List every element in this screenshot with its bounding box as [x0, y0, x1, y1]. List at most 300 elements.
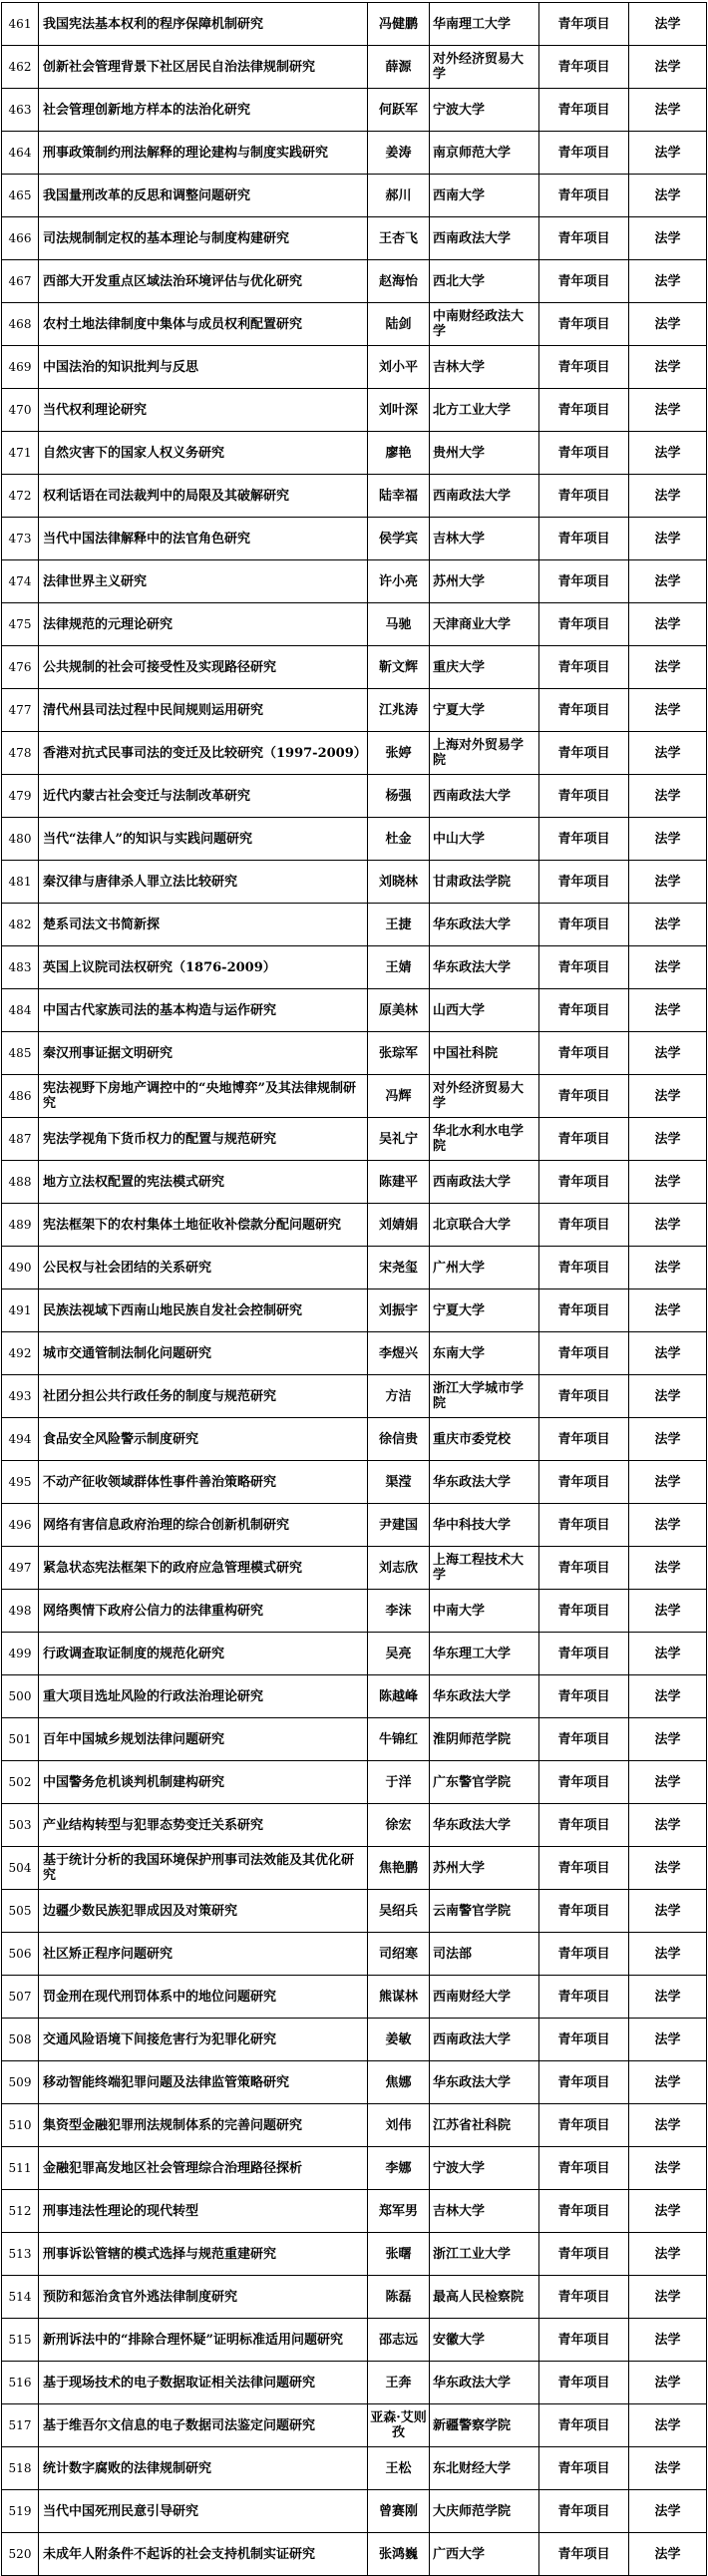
- project-title: 社区矫正程序问题研究: [39, 1933, 368, 1976]
- project-type: 青年项目: [539, 432, 629, 475]
- project-title: 罚金刑在现代刑罚体系中的地位问题研究: [39, 1976, 368, 2019]
- row-number: 516: [2, 2362, 39, 2404]
- row-number: 470: [2, 389, 39, 432]
- subject-area: 法学: [629, 260, 707, 303]
- project-leader: 李煜兴: [368, 1332, 430, 1375]
- subject-area: 法学: [629, 2190, 707, 2233]
- project-leader: 刘叶深: [368, 389, 430, 432]
- subject-area: 法学: [629, 989, 707, 1032]
- subject-area: 法学: [629, 1804, 707, 1847]
- row-number: 519: [2, 2490, 39, 2533]
- project-leader: 何跃军: [368, 89, 430, 132]
- table-row: [2, 904, 707, 946]
- project-leader: 李娜: [368, 2147, 430, 2190]
- subject-area: 法学: [629, 1504, 707, 1547]
- project-table: [1, 2, 707, 2576]
- table-row: [2, 732, 707, 775]
- row-number: 487: [2, 1118, 39, 1161]
- project-title: 社会管理创新地方样本的法治化研究: [39, 89, 368, 132]
- project-title: 边疆少数民族犯罪成因及对策研究: [39, 1890, 368, 1933]
- table-row: [2, 818, 707, 861]
- organization: 华北水利水电学院: [430, 1118, 539, 1161]
- project-leader: 徐信贵: [368, 1418, 430, 1461]
- project-leader: 王杏飞: [368, 217, 430, 260]
- row-number: 520: [2, 2533, 39, 2576]
- row-number: 485: [2, 1032, 39, 1075]
- organization: 西南政法大学: [430, 475, 539, 518]
- row-number: 469: [2, 346, 39, 389]
- row-number: 513: [2, 2233, 39, 2276]
- subject-area: 法学: [629, 1375, 707, 1418]
- table-row: [2, 1804, 707, 1847]
- project-type: 青年项目: [539, 818, 629, 861]
- project-leader: 刘婧娟: [368, 1204, 430, 1247]
- row-number: 473: [2, 518, 39, 560]
- subject-area: 法学: [629, 2019, 707, 2061]
- project-leader: 刘志欣: [368, 1547, 430, 1590]
- organization: 吉林大学: [430, 2190, 539, 2233]
- project-type: 青年项目: [539, 775, 629, 818]
- organization: 华中科技大学: [430, 1504, 539, 1547]
- project-leader: 郑军男: [368, 2190, 430, 2233]
- organization: 对外经济贸易大学: [430, 46, 539, 89]
- project-type: 青年项目: [539, 1418, 629, 1461]
- subject-area: 法学: [629, 303, 707, 346]
- organization: 云南警官学院: [430, 1890, 539, 1933]
- subject-area: 法学: [629, 346, 707, 389]
- table-row: [2, 1976, 707, 2019]
- project-leader: 亚森·艾则孜: [368, 2404, 430, 2447]
- organization: 西北大学: [430, 260, 539, 303]
- table-row: [2, 2233, 707, 2276]
- project-leader: 刘晓林: [368, 861, 430, 904]
- project-type: 青年项目: [539, 2404, 629, 2447]
- row-number: 497: [2, 1547, 39, 1590]
- subject-area: 法学: [629, 2061, 707, 2104]
- project-title: 未成年人附条件不起诉的社会支持机制实证研究: [39, 2533, 368, 2576]
- row-number: 484: [2, 989, 39, 1032]
- organization: 北方工业大学: [430, 389, 539, 432]
- row-number: 495: [2, 1461, 39, 1504]
- project-type: 青年项目: [539, 1890, 629, 1933]
- subject-area: 法学: [629, 1032, 707, 1075]
- project-leader: 杨强: [368, 775, 430, 818]
- subject-area: 法学: [629, 946, 707, 989]
- organization: 新疆警察学院: [430, 2404, 539, 2447]
- project-type: 青年项目: [539, 861, 629, 904]
- subject-area: 法学: [629, 1976, 707, 2019]
- project-title: 社团分担公共行政任务的制度与规范研究: [39, 1375, 368, 1418]
- project-type: 青年项目: [539, 389, 629, 432]
- table-row: [2, 2404, 707, 2447]
- table-row: [2, 2147, 707, 2190]
- table-row: [2, 1161, 707, 1204]
- row-number: 493: [2, 1375, 39, 1418]
- row-number: 506: [2, 1933, 39, 1976]
- project-leader: 姜涛: [368, 132, 430, 175]
- subject-area: 法学: [629, 1675, 707, 1718]
- row-number: 515: [2, 2319, 39, 2362]
- project-type: 青年项目: [539, 2447, 629, 2490]
- project-type: 青年项目: [539, 1161, 629, 1204]
- project-type: 青年项目: [539, 2233, 629, 2276]
- organization: 南京师范大学: [430, 132, 539, 175]
- project-leader: 杜金: [368, 818, 430, 861]
- project-type: 青年项目: [539, 732, 629, 775]
- organization: 华东理工大学: [430, 1633, 539, 1675]
- subject-area: 法学: [629, 2233, 707, 2276]
- project-title: 当代“法律人”的知识与实践问题研究: [39, 818, 368, 861]
- organization: 浙江工业大学: [430, 2233, 539, 2276]
- table-row: [2, 2276, 707, 2319]
- subject-area: 法学: [629, 861, 707, 904]
- row-number: 465: [2, 175, 39, 217]
- row-number: 502: [2, 1761, 39, 1804]
- project-type: 青年项目: [539, 346, 629, 389]
- organization: 中南大学: [430, 1590, 539, 1633]
- project-leader: 熊谋林: [368, 1976, 430, 2019]
- table-row: [2, 1332, 707, 1375]
- project-leader: 廖艳: [368, 432, 430, 475]
- project-leader: 江兆涛: [368, 689, 430, 732]
- subject-area: 法学: [629, 1547, 707, 1590]
- row-number: 507: [2, 1976, 39, 2019]
- subject-area: 法学: [629, 175, 707, 217]
- table-row: [2, 2490, 707, 2533]
- organization: 上海工程技术大学: [430, 1547, 539, 1590]
- table-row: [2, 1204, 707, 1247]
- row-number: 475: [2, 603, 39, 646]
- table-row: [2, 3, 707, 46]
- project-leader: 王婧: [368, 946, 430, 989]
- project-type: 青年项目: [539, 2276, 629, 2319]
- table-row: [2, 132, 707, 175]
- subject-area: 法学: [629, 646, 707, 689]
- table-row: [2, 475, 707, 518]
- project-title: 我国宪法基本权利的程序保障机制研究: [39, 3, 368, 46]
- row-number: 501: [2, 1718, 39, 1761]
- project-leader: 吴亮: [368, 1633, 430, 1675]
- organization: 中南财经政法大学: [430, 303, 539, 346]
- project-leader: 陆剑: [368, 303, 430, 346]
- project-type: 青年项目: [539, 2147, 629, 2190]
- project-type: 青年项目: [539, 2190, 629, 2233]
- subject-area: 法学: [629, 1633, 707, 1675]
- table-row: [2, 260, 707, 303]
- subject-area: 法学: [629, 2490, 707, 2533]
- subject-area: 法学: [629, 217, 707, 260]
- row-number: 486: [2, 1075, 39, 1118]
- row-number: 508: [2, 2019, 39, 2061]
- project-title: 行政调查取证制度的规范化研究: [39, 1633, 368, 1675]
- organization: 最高人民检察院: [430, 2276, 539, 2319]
- organization: 重庆大学: [430, 646, 539, 689]
- project-type: 青年项目: [539, 689, 629, 732]
- project-title: 百年中国城乡规划法律问题研究: [39, 1718, 368, 1761]
- organization: 宁波大学: [430, 89, 539, 132]
- project-leader: 刘振宇: [368, 1289, 430, 1332]
- project-leader: 邵志远: [368, 2319, 430, 2362]
- row-number: 512: [2, 2190, 39, 2233]
- project-leader: 宋尧玺: [368, 1247, 430, 1289]
- project-type: 青年项目: [539, 2362, 629, 2404]
- project-title: 金融犯罪高发地区社会管理综合治理路径探析: [39, 2147, 368, 2190]
- row-number: 489: [2, 1204, 39, 1247]
- project-leader: 曾赛刚: [368, 2490, 430, 2533]
- project-leader: 靳文辉: [368, 646, 430, 689]
- subject-area: 法学: [629, 1933, 707, 1976]
- organization: 宁夏大学: [430, 1289, 539, 1332]
- project-title: 地方立法权配置的宪法模式研究: [39, 1161, 368, 1204]
- table-row: [2, 2190, 707, 2233]
- project-type: 青年项目: [539, 1547, 629, 1590]
- row-number: 496: [2, 1504, 39, 1547]
- project-title: 中国警务危机谈判机制建构研究: [39, 1761, 368, 1804]
- project-title: 近代内蒙古社会变迁与法制改革研究: [39, 775, 368, 818]
- project-type: 青年项目: [539, 260, 629, 303]
- project-title: 权利话语在司法裁判中的局限及其破解研究: [39, 475, 368, 518]
- project-leader: 焦艳鹏: [368, 1847, 430, 1890]
- table-row: [2, 1075, 707, 1118]
- project-leader: 许小亮: [368, 560, 430, 603]
- row-number: 474: [2, 560, 39, 603]
- table-row: [2, 2061, 707, 2104]
- organization: 大庆师范学院: [430, 2490, 539, 2533]
- row-number: 466: [2, 217, 39, 260]
- subject-area: 法学: [629, 1204, 707, 1247]
- organization: 广东警官学院: [430, 1761, 539, 1804]
- project-leader: 王捷: [368, 904, 430, 946]
- organization: 江苏省社科院: [430, 2104, 539, 2147]
- project-title: 网络有害信息政府治理的综合创新机制研究: [39, 1504, 368, 1547]
- table-row: [2, 2362, 707, 2404]
- project-leader: 张曙: [368, 2233, 430, 2276]
- project-type: 青年项目: [539, 1332, 629, 1375]
- subject-area: 法学: [629, 1890, 707, 1933]
- subject-area: 法学: [629, 2104, 707, 2147]
- project-type: 青年项目: [539, 475, 629, 518]
- organization: 华东政法大学: [430, 2061, 539, 2104]
- table-row: [2, 1933, 707, 1976]
- project-type: 青年项目: [539, 1718, 629, 1761]
- project-title: 西部大开发重点区域法治环境评估与优化研究: [39, 260, 368, 303]
- row-number: 478: [2, 732, 39, 775]
- project-leader: 陆幸福: [368, 475, 430, 518]
- row-number: 472: [2, 475, 39, 518]
- row-number: 511: [2, 2147, 39, 2190]
- project-title: 我国量刑改革的反思和调整问题研究: [39, 175, 368, 217]
- subject-area: 法学: [629, 1718, 707, 1761]
- subject-area: 法学: [629, 518, 707, 560]
- project-type: 青年项目: [539, 1590, 629, 1633]
- project-type: 青年项目: [539, 904, 629, 946]
- project-title: 创新社会管理背景下社区居民自治法律规制研究: [39, 46, 368, 89]
- project-type: 青年项目: [539, 518, 629, 560]
- row-number: 505: [2, 1890, 39, 1933]
- row-number: 504: [2, 1847, 39, 1890]
- project-type: 青年项目: [539, 303, 629, 346]
- subject-area: 法学: [629, 732, 707, 775]
- organization: 东北财经大学: [430, 2447, 539, 2490]
- project-type: 青年项目: [539, 646, 629, 689]
- project-leader: 焦娜: [368, 2061, 430, 2104]
- table-row: [2, 2104, 707, 2147]
- row-number: 467: [2, 260, 39, 303]
- row-number: 471: [2, 432, 39, 475]
- table-row: [2, 1847, 707, 1890]
- project-leader: 吴绍兵: [368, 1890, 430, 1933]
- subject-area: 法学: [629, 1289, 707, 1332]
- project-leader: 陈建平: [368, 1161, 430, 1204]
- project-type: 青年项目: [539, 217, 629, 260]
- table-row: [2, 2019, 707, 2061]
- organization: 浙江大学城市学院: [430, 1375, 539, 1418]
- row-number: 481: [2, 861, 39, 904]
- subject-area: 法学: [629, 818, 707, 861]
- project-title: 秦汉刑事证据文明研究: [39, 1032, 368, 1075]
- row-number: 517: [2, 2404, 39, 2447]
- project-title: 秦汉律与唐律杀人罪立法比较研究: [39, 861, 368, 904]
- row-number: 464: [2, 132, 39, 175]
- table-row: [2, 518, 707, 560]
- project-title: 城市交通管制法制化问题研究: [39, 1332, 368, 1375]
- row-number: 480: [2, 818, 39, 861]
- project-type: 青年项目: [539, 1461, 629, 1504]
- row-number: 509: [2, 2061, 39, 2104]
- project-leader: 冯健鹏: [368, 3, 430, 46]
- project-title: 预防和惩治贪官外逃法律制度研究: [39, 2276, 368, 2319]
- row-number: 498: [2, 1590, 39, 1633]
- project-title: 楚系司法文书简新探: [39, 904, 368, 946]
- project-title: 司法规制制定权的基本理论与制度构建研究: [39, 217, 368, 260]
- project-leader: 陈越峰: [368, 1675, 430, 1718]
- organization: 吉林大学: [430, 346, 539, 389]
- table-body: [2, 3, 707, 2576]
- organization: 宁夏大学: [430, 689, 539, 732]
- row-number: 462: [2, 46, 39, 89]
- project-type: 青年项目: [539, 1118, 629, 1161]
- project-leader: 方洁: [368, 1375, 430, 1418]
- project-type: 青年项目: [539, 1804, 629, 1847]
- subject-area: 法学: [629, 389, 707, 432]
- row-number: 500: [2, 1675, 39, 1718]
- project-title: 网络舆情下政府公信力的法律重构研究: [39, 1590, 368, 1633]
- project-leader: 王松: [368, 2447, 430, 2490]
- table-row: [2, 560, 707, 603]
- table-row: [2, 603, 707, 646]
- project-type: 青年项目: [539, 1204, 629, 1247]
- table-row: [2, 1118, 707, 1161]
- project-title: 法律世界主义研究: [39, 560, 368, 603]
- project-title: 刑事政策制约刑法解释的理论建构与制度实践研究: [39, 132, 368, 175]
- project-type: 青年项目: [539, 1933, 629, 1976]
- subject-area: 法学: [629, 1247, 707, 1289]
- table-row: [2, 1633, 707, 1675]
- project-leader: 牛锦红: [368, 1718, 430, 1761]
- table-row: [2, 775, 707, 818]
- table-row: [2, 1461, 707, 1504]
- subject-area: 法学: [629, 1590, 707, 1633]
- project-title: 公民权与社会团结的关系研究: [39, 1247, 368, 1289]
- project-title: 集资型金融犯罪刑法规制体系的完善问题研究: [39, 2104, 368, 2147]
- project-type: 青年项目: [539, 175, 629, 217]
- project-title: 当代权利理论研究: [39, 389, 368, 432]
- project-type: 青年项目: [539, 1247, 629, 1289]
- project-title: 食品安全风险警示制度研究: [39, 1418, 368, 1461]
- project-title: 香港对抗式民事司法的变迁及比较研究（1997-2009）: [39, 732, 368, 775]
- project-type: 青年项目: [539, 989, 629, 1032]
- project-title: 自然灾害下的国家人权义务研究: [39, 432, 368, 475]
- row-number: 483: [2, 946, 39, 989]
- subject-area: 法学: [629, 1847, 707, 1890]
- project-leader: 马驰: [368, 603, 430, 646]
- table-row: [2, 861, 707, 904]
- project-title: 当代中国法律解释中的法官角色研究: [39, 518, 368, 560]
- project-leader: 陈磊: [368, 2276, 430, 2319]
- row-number: 488: [2, 1161, 39, 1204]
- organization: 安徽大学: [430, 2319, 539, 2362]
- project-title: 统计数字腐败的法律规制研究: [39, 2447, 368, 2490]
- project-title: 中国古代家族司法的基本构造与运作研究: [39, 989, 368, 1032]
- organization: 华东政法大学: [430, 1461, 539, 1504]
- subject-area: 法学: [629, 1418, 707, 1461]
- project-type: 青年项目: [539, 1375, 629, 1418]
- organization: 山西大学: [430, 989, 539, 1032]
- project-title: 基于统计分析的我国环境保护刑事司法效能及其优化研究: [39, 1847, 368, 1890]
- project-type: 青年项目: [539, 2319, 629, 2362]
- table-row: [2, 46, 707, 89]
- table-row: [2, 2447, 707, 2490]
- row-number: 463: [2, 89, 39, 132]
- row-number: 468: [2, 303, 39, 346]
- row-number: 491: [2, 1289, 39, 1332]
- project-leader: 张琮军: [368, 1032, 430, 1075]
- organization: 华东政法大学: [430, 1804, 539, 1847]
- project-title: 重大项目选址风险的行政法治理论研究: [39, 1675, 368, 1718]
- table-row: [2, 1890, 707, 1933]
- organization: 苏州大学: [430, 560, 539, 603]
- subject-area: 法学: [629, 2362, 707, 2404]
- row-number: 461: [2, 3, 39, 46]
- table-row: [2, 1247, 707, 1289]
- project-leader: 薛源: [368, 46, 430, 89]
- project-title: 当代中国死刑民意引导研究: [39, 2490, 368, 2533]
- table-row: [2, 2319, 707, 2362]
- project-type: 青年项目: [539, 1847, 629, 1890]
- table-row: [2, 389, 707, 432]
- row-number: 503: [2, 1804, 39, 1847]
- organization: 广州大学: [430, 1247, 539, 1289]
- organization: 司法部: [430, 1933, 539, 1976]
- project-title: 刑事诉讼管辖的模式选择与规范重建研究: [39, 2233, 368, 2276]
- project-type: 青年项目: [539, 46, 629, 89]
- subject-area: 法学: [629, 1761, 707, 1804]
- subject-area: 法学: [629, 2147, 707, 2190]
- project-type: 青年项目: [539, 1289, 629, 1332]
- subject-area: 法学: [629, 2404, 707, 2447]
- subject-area: 法学: [629, 132, 707, 175]
- organization: 广西大学: [430, 2533, 539, 2576]
- project-leader: 姜敏: [368, 2019, 430, 2061]
- table-row: [2, 1675, 707, 1718]
- project-leader: 冯辉: [368, 1075, 430, 1118]
- table-row: [2, 1761, 707, 1804]
- project-leader: 张婷: [368, 732, 430, 775]
- organization: 天津商业大学: [430, 603, 539, 646]
- organization: 吉林大学: [430, 518, 539, 560]
- project-title: 清代州县司法过程中民间规则运用研究: [39, 689, 368, 732]
- project-type: 青年项目: [539, 1032, 629, 1075]
